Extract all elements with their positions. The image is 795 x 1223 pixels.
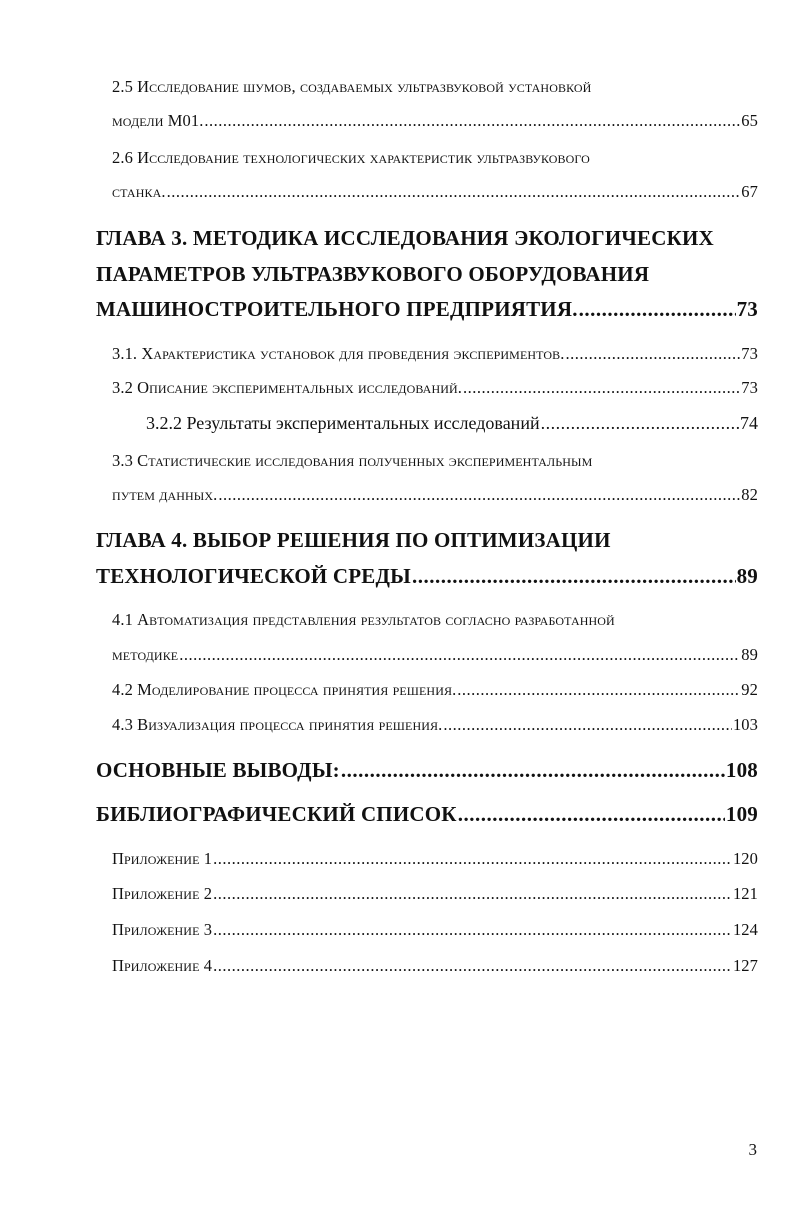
leader-dots (218, 485, 740, 505)
toc-page-number: 89 (736, 564, 758, 588)
toc-entry-4-1[interactable] (112, 645, 758, 665)
leader-dots (167, 182, 741, 202)
toc-page-number: 65 (741, 111, 758, 130)
toc-entry-text: Приложение 1 (112, 849, 213, 868)
toc-entry-2-5[interactable] (112, 111, 758, 131)
toc-entry-2-6[interactable] (112, 182, 758, 202)
leader-dots (213, 884, 732, 904)
toc-page-number: 73 (741, 378, 758, 397)
toc-page-number: 67 (741, 182, 758, 201)
toc-entry-text: ТЕХНОЛОГИЧЕСКОЙ СРЕДЫ (96, 564, 411, 588)
leader-dots (213, 920, 732, 940)
toc-entry-text: Приложение 3 (112, 920, 213, 939)
toc-appendix-2[interactable] (112, 884, 758, 904)
leader-dots (457, 680, 740, 700)
leader-dots (179, 645, 740, 665)
toc-entry-text: БИБЛИОГРАФИЧЕСКИЙ СПИСОК (96, 802, 457, 826)
leader-dots (412, 564, 736, 589)
toc-entry-text: 3.1. Характеристика установок для проведения экспериментов. (112, 344, 565, 363)
toc-chapter-4[interactable] (96, 564, 758, 589)
toc-page-number: 82 (741, 485, 758, 504)
leader-dots (463, 378, 740, 398)
toc-3-3-line1: 3.3 Статистические исследования полученных экспериментальным (112, 451, 593, 470)
toc-2-5-line1: 2.5 Исследование шумов, создаваемых ультразвуковой установкой (112, 77, 592, 96)
toc-page-number: 124 (732, 920, 758, 939)
toc-page-number: 109 (725, 802, 758, 826)
toc-entry-text: 4.2 Моделирование процесса принятия решения. (112, 680, 457, 699)
toc-page-number: 121 (732, 884, 758, 903)
toc-appendix-4[interactable] (112, 956, 758, 976)
toc-entry-text: МАШИНОСТРОИТЕЛЬНОГО ПРЕДПРИЯТИЯ. (96, 297, 578, 321)
toc-entry-4-3[interactable] (112, 715, 758, 735)
toc-entry-3-1[interactable] (112, 344, 758, 364)
page-number: 3 (748, 1140, 757, 1159)
toc-4-1-line1: 4.1 Автоматизация представления результатов согласно разработанной (112, 610, 615, 629)
toc-entry-text: Приложение 4 (112, 956, 213, 975)
toc-page-number: 120 (732, 849, 758, 868)
toc-page-number: 73 (741, 344, 758, 363)
toc-entry-text: методике (112, 645, 179, 664)
leader-dots (213, 849, 732, 869)
toc-page-number: 108 (725, 758, 758, 782)
toc-ch3-line1: ГЛАВА 3. МЕТОДИКА ИССЛЕДОВАНИЯ ЭКОЛОГИЧЕСКИХ (96, 226, 714, 250)
toc-entry-text: 4.3 Визуализация процесса принятия решения. (112, 715, 443, 734)
toc-entry-3-3[interactable] (112, 485, 758, 505)
toc-bibliography[interactable] (96, 802, 758, 827)
leader-dots (541, 413, 739, 434)
leader-dots (458, 802, 725, 827)
toc-page-number: 74 (740, 413, 758, 433)
toc-conclusions[interactable] (96, 758, 758, 783)
leader-dots (204, 111, 740, 131)
toc-entry-text: 3.2.2 Результаты экспериментальных исследований (146, 413, 540, 433)
toc-page-number: 89 (741, 645, 758, 664)
leader-dots (213, 956, 732, 976)
leader-dots (566, 344, 741, 364)
toc-entry-text: станка. (112, 182, 166, 201)
leader-dots (579, 297, 736, 322)
toc-entry-text: Приложение 2 (112, 884, 213, 903)
toc-ch4-line1: ГЛАВА 4. ВЫБОР РЕШЕНИЯ ПО ОПТИМИЗАЦИИ (96, 528, 611, 552)
leader-dots (443, 715, 732, 735)
toc-page-number: 73 (736, 297, 758, 321)
toc-entry-4-2[interactable] (112, 680, 758, 700)
toc-page-number: 103 (732, 715, 758, 734)
toc-entry-text: 3.2 Описание экспериментальных исследований. (112, 378, 462, 397)
toc-entry-text: ОСНОВНЫЕ ВЫВОДЫ: (96, 758, 340, 782)
toc-appendix-3[interactable] (112, 920, 758, 940)
toc-chapter-3[interactable] (96, 297, 758, 322)
toc-appendix-1[interactable] (112, 849, 758, 869)
toc-2-6-line1: 2.6 Исследование технологических характеристик ультразвукового (112, 148, 590, 167)
toc-page-number: 127 (732, 956, 758, 975)
toc-entry-text: модели М01. (112, 111, 204, 130)
toc-page-number: 92 (741, 680, 758, 699)
leader-dots (341, 758, 725, 783)
toc-entry-3-2-2[interactable] (146, 413, 758, 434)
toc-ch3-line2: ПАРАМЕТРОВ УЛЬТРАЗВУКОВОГО ОБОРУДОВАНИЯ (96, 262, 650, 286)
toc-entry-3-2[interactable] (112, 378, 758, 398)
toc-entry-text: путем данных. (112, 485, 218, 504)
